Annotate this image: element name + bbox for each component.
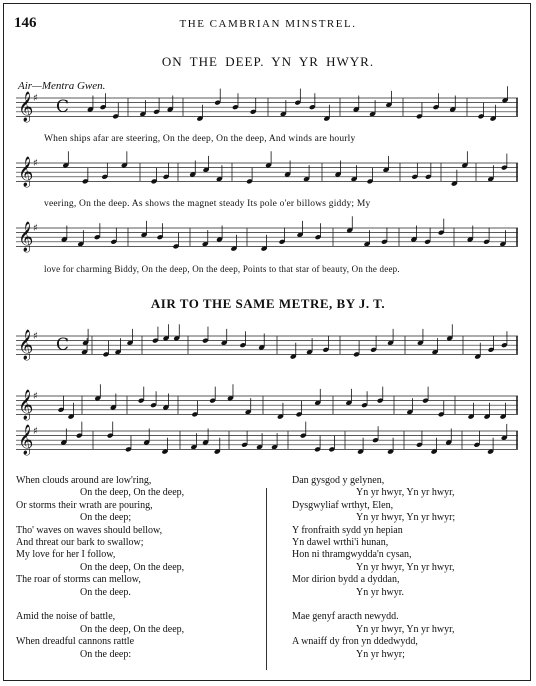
second-air-title: AIR TO THE SAME METRE, BY J. T. <box>150 296 386 311</box>
verse-line: On the deep, On the deep, <box>80 561 185 573</box>
treble-clef-icon: 𝄞 <box>18 222 34 252</box>
verse-line: Yn yr hwyr; <box>356 648 405 660</box>
verse-line: The roar of storms can mellow, <box>16 574 141 586</box>
sharp-icon: ♯ <box>33 158 38 169</box>
verse-welsh <box>292 475 455 661</box>
running-head: THE CAMBRIAN MINSTREL. <box>179 18 357 30</box>
verse-line: Tho' waves on waves should bellow, <box>16 524 163 536</box>
verse-line: And threat our bark to swallow; <box>16 537 144 549</box>
verse-line: When dreadful cannons rattle <box>16 636 135 648</box>
verse-line: Or storms their wrath are pouring, <box>16 499 153 511</box>
sharp-icon: ♯ <box>33 391 38 402</box>
verse-line: Yn yr hwyr, Yn yr hwyr, <box>356 487 455 499</box>
treble-clef-icon: 𝄞 <box>18 425 34 455</box>
verse-line: Yn yr hwyr. <box>356 586 405 598</box>
verse-line: Y fronfraith sydd yn hepian <box>292 524 403 536</box>
column-divider <box>266 488 267 670</box>
verse-line: On the deep. <box>80 586 131 598</box>
sharp-icon: ♯ <box>33 331 38 342</box>
sharp-icon: ♯ <box>33 93 38 104</box>
verse-line <box>16 599 184 611</box>
sharp-icon: ♯ <box>33 223 38 234</box>
verse-line: Yn yr hwyr, Yn yr hwyr, <box>356 623 455 635</box>
verse-line: Dan gysgod y gelynen, <box>292 475 385 486</box>
verse-line: On the deep; <box>80 512 132 524</box>
verse-line: Yn yr hwyr, Yn yr hwyr; <box>356 512 456 524</box>
treble-clef-icon: 𝄞 <box>18 157 34 187</box>
lyric-line-2: veering, On the deep. As shows the magnet steady Its pole o'er billows giddy; My <box>44 199 371 209</box>
verse-line: Hon ni thramgwydda'n cysan, <box>292 549 412 561</box>
treble-clef-icon: 𝄞 <box>18 390 34 420</box>
treble-clef-icon: 𝄞 <box>18 92 34 122</box>
verse-line: My love for her I follow, <box>16 549 116 561</box>
air-label: Air—Mentra Gwen. <box>18 80 106 92</box>
verse-english <box>16 475 184 661</box>
verse-line: A wnaiff dy fron yn ddedwydd, <box>292 636 418 648</box>
time-signature: C <box>56 97 70 117</box>
song-title: ON THE DEEP. YN YR HWYR. <box>161 54 375 69</box>
verse-line: Mor dirion bydd a dyddan, <box>292 574 400 586</box>
verse-line: Dysgwyliaf wrthyt, Elen, <box>292 499 394 511</box>
lyric-line-1: When ships afar are steering, On the deep, On the deep, And winds are hourly <box>44 134 356 144</box>
verse-line: Mae genyf aracth newydd. <box>292 611 399 623</box>
treble-clef-icon: 𝄞 <box>18 330 34 360</box>
verse-line: Yn dawel wrthi'i hunan, <box>292 537 389 549</box>
verse-line: Amid the noise of battle, <box>16 611 116 623</box>
time-signature: C <box>56 335 70 355</box>
verse-line: Yn yr hwyr, Yn yr hwyr, <box>356 561 455 573</box>
sharp-icon: ♯ <box>33 426 38 437</box>
verse-line: When clouds around are low'ring, <box>16 475 152 486</box>
verse-line <box>292 599 455 611</box>
verse-line: On the deep, On the deep, <box>80 623 185 635</box>
page-number: 146 <box>14 15 37 31</box>
verse-line: On the deep: <box>80 648 132 660</box>
lyric-line-3: love for charming Biddy, On the deep, On the deep, Points to that star of beauty, On the deep. <box>44 264 400 274</box>
verse-line: On the deep, On the deep, <box>80 487 185 499</box>
